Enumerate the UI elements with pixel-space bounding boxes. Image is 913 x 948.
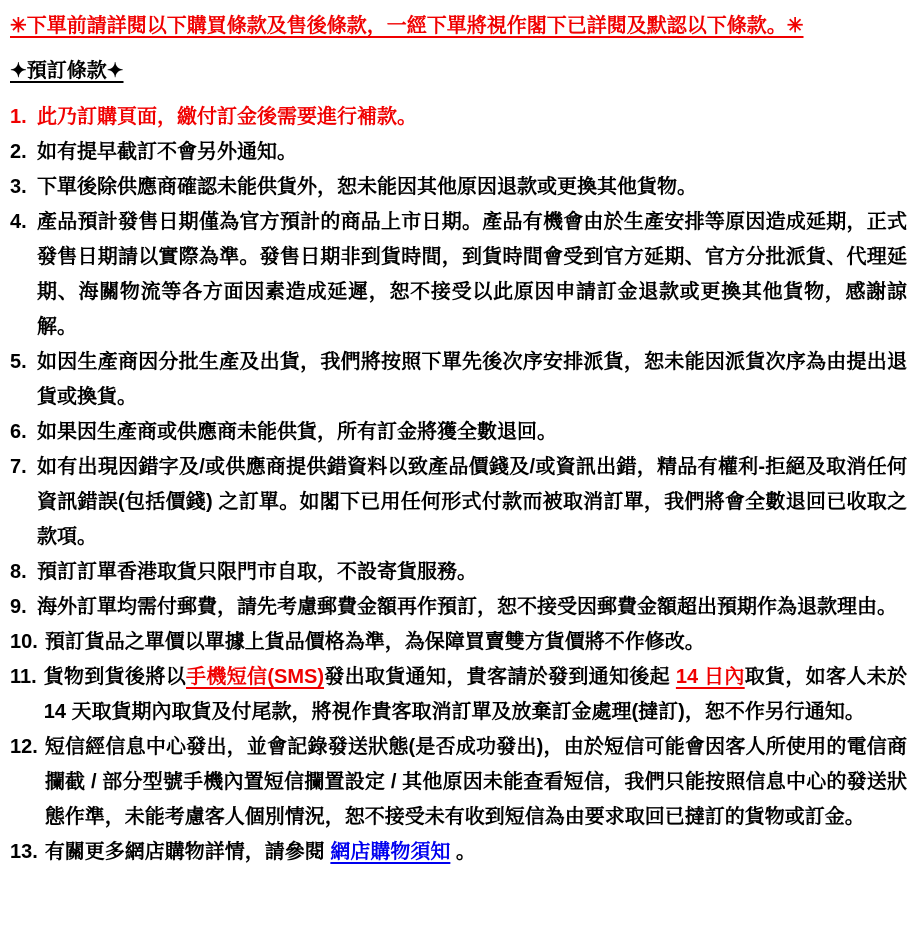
term-text <box>37 135 907 170</box>
term-text <box>37 415 907 450</box>
term-item <box>10 100 907 135</box>
term-text <box>37 100 907 135</box>
term-number: 9. <box>10 596 27 618</box>
term-text <box>37 205 907 345</box>
term-item <box>10 730 907 835</box>
term-text-segment: 手機短信(SMS) <box>186 666 325 688</box>
term-text-segment: 如有提早截訂不會另外通知。 <box>37 141 297 163</box>
term-text <box>37 345 907 415</box>
term-text <box>45 835 907 870</box>
pre-order-warning-banner: ✳下單前請詳閱以下購買條款及售後條款，一經下單將視作閣下已詳閱及默認以下條款。✳ <box>10 15 804 37</box>
term-number: 13. <box>10 841 38 863</box>
shop-guide-link[interactable]: 網店購物須知 <box>330 841 451 863</box>
term-text-segment: 預訂訂單香港取貨只限門市自取，不設寄貨服務。 <box>37 561 477 583</box>
term-text-segment: 產品預計發售日期僅為官方預計的商品上市日期。產品有機會由於生產安排等原因造成延期，正式發售日期請以實際為準。發售日期非到貨時間，到貨時間會受到官方延期、官方分批派貨、代理延期、海關物流等各方面因素造成延遲，恕不接受以此原因申請訂金退款或更換其他貨物，感謝諒解。 <box>37 211 907 338</box>
term-item <box>10 660 907 730</box>
term-text <box>37 590 907 625</box>
term-text-segment: 預訂貨品之單價以單據上貨品價格為準，為保障買賣雙方貨價將不作修改。 <box>44 631 705 653</box>
term-text <box>37 555 907 590</box>
term-number: 11. <box>10 666 37 688</box>
term-text <box>37 450 907 555</box>
term-number: 4. <box>10 211 27 233</box>
term-text-segment: 短信經信息中心發出，並會記錄發送狀態(是否成功發出)，由於短信可能會因客人所使用的電信商攔截 / 部分型號手機內置短信攔置設定 / 其他原因未能查看短信，我們只能按照信息中心的發送狀態作準，未能考慮客人個別情況，恕不接受未有收到短信為由要求取回已撻訂的貨物或訂金。 <box>44 736 907 828</box>
term-text <box>37 170 907 205</box>
term-number: 1. <box>10 106 27 128</box>
term-text-segment: 。 <box>450 841 476 863</box>
term-number: 2. <box>10 141 27 163</box>
term-text-segment: 如果因生產商或供應商未能供貨，所有訂金將獲全數退回。 <box>37 421 557 443</box>
term-item <box>10 135 907 170</box>
term-text-segment: 發出取貨通知，貴客請於發到通知後起 <box>324 666 676 688</box>
term-item <box>10 205 907 345</box>
term-number: 3. <box>10 176 27 198</box>
term-item <box>10 590 907 625</box>
term-item <box>10 415 907 450</box>
term-text <box>45 625 907 660</box>
term-text-segment: 貨物到貨後將以 <box>43 666 187 688</box>
term-text-segment: 如因生產商因分批生產及出貨，我們將按照下單先後次序安排派貨，恕未能因派貨次序為由提出退貨或換貨。 <box>37 351 907 408</box>
term-item <box>10 345 907 415</box>
term-text-segment: 有關更多網店購物詳情，請參閱 <box>44 841 331 863</box>
term-text-segment: 下單後除供應商確認未能供貨外，恕未能因其他原因退款或更換其他貨物。 <box>37 176 697 198</box>
term-item <box>10 625 907 660</box>
term-text <box>44 660 907 730</box>
term-text-segment: 海外訂單均需付郵費，請先考慮郵費金額再作預訂，恕不接受因郵費金額超出預期作為退款理由。 <box>37 596 897 618</box>
term-text <box>45 730 907 835</box>
term-text-segment: 取貨，如客人未於 14 天取貨期內取貨及付尾款，將視作貴客取消訂單及放棄訂金處理(撻訂)，恕不作另行通知。 <box>43 666 908 723</box>
term-item <box>10 170 907 205</box>
term-number: 10. <box>10 631 38 653</box>
term-number: 5. <box>10 351 27 373</box>
term-number: 7. <box>10 456 27 478</box>
section-title-preorder-terms: ✦預訂條款✦ <box>10 60 124 82</box>
term-text-segment: 如有出現因錯字及/或供應商提供錯資料以致產品價錢及/或資訊出錯，精品有權利-拒絕及取消任何資訊錯誤(包括價錢) 之訂單。如閣下已用任何形式付款而被取消訂單，我們將會全數退回已收取之款項。 <box>37 456 907 548</box>
term-item <box>10 555 907 590</box>
term-number: 12. <box>10 736 38 758</box>
terms-list <box>10 100 907 870</box>
term-number: 6. <box>10 421 27 443</box>
term-item <box>10 835 907 870</box>
term-item <box>10 450 907 555</box>
term-text-segment: 此乃訂購頁面，繳付訂金後需要進行補款。 <box>37 106 417 128</box>
term-number: 8. <box>10 561 27 583</box>
term-text-segment: 14 日內 <box>675 666 745 688</box>
